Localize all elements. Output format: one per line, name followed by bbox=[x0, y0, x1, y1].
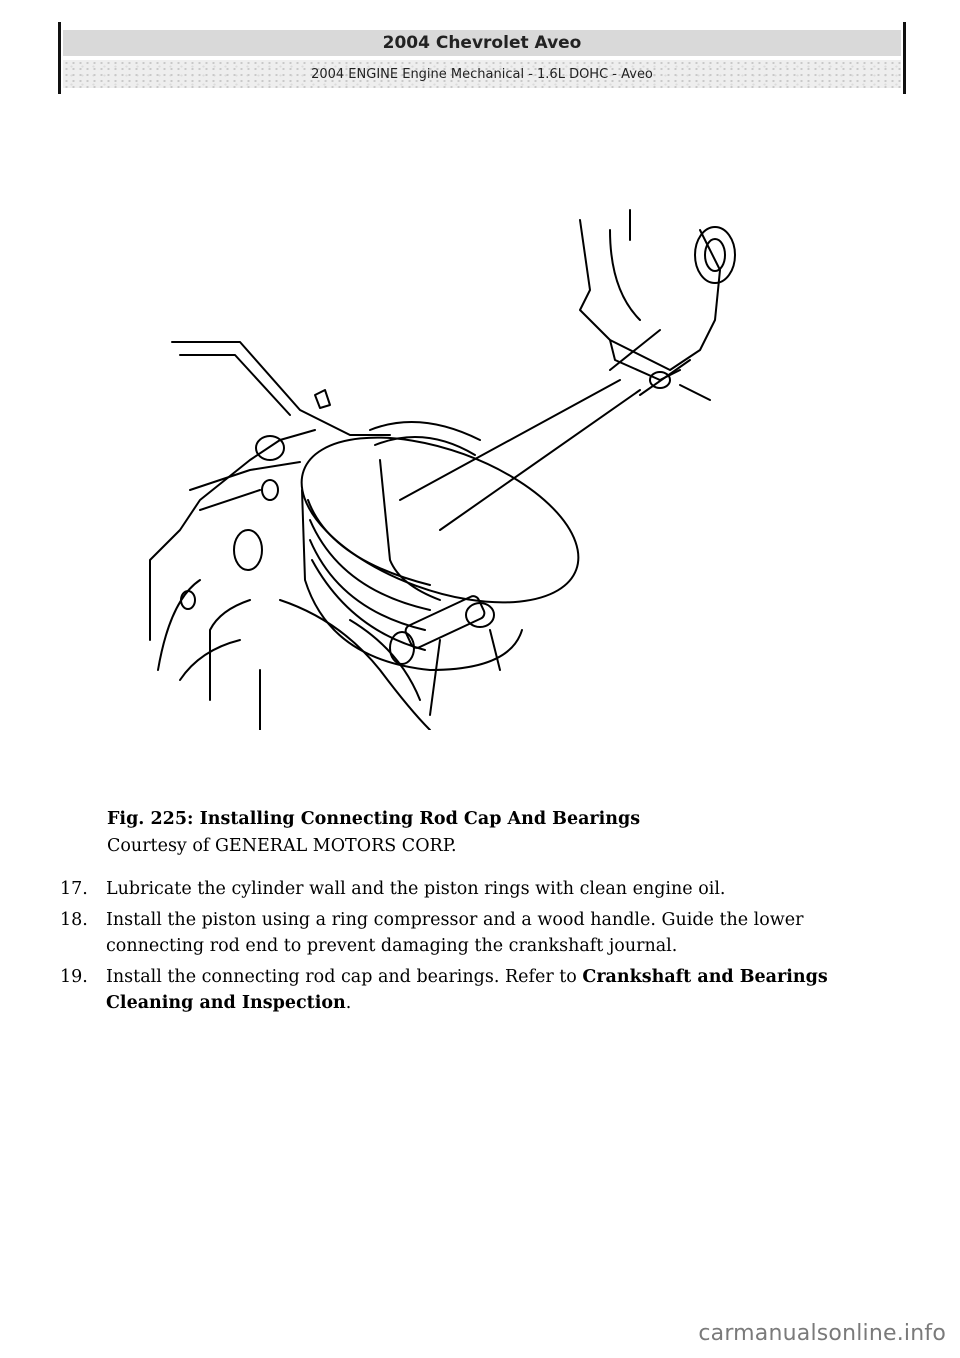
header-title: 2004 Chevrolet Aveo bbox=[63, 30, 901, 56]
cross-reference-link[interactable]: Crankshaft and Bearings Cleaning and Inspection bbox=[106, 967, 828, 1013]
page-header bbox=[58, 22, 906, 94]
step-number: 19. bbox=[60, 967, 88, 987]
figure-credit: Courtesy of GENERAL MOTORS CORP. bbox=[107, 836, 457, 856]
step-text-before: Install the connecting rod cap and bearings. Refer to bbox=[106, 967, 583, 987]
figure-caption bbox=[107, 806, 807, 860]
step-text-after: . bbox=[345, 993, 352, 1013]
step-19 bbox=[60, 964, 860, 1016]
procedure-steps bbox=[60, 876, 860, 1021]
watermark: carmanualsonline.info bbox=[698, 1321, 946, 1346]
step-18 bbox=[60, 907, 860, 959]
header-border-left bbox=[58, 22, 61, 94]
connecting-rod-illustration bbox=[140, 200, 740, 730]
header-border-right bbox=[903, 22, 906, 94]
step-number: 17. bbox=[60, 879, 88, 899]
step-text: Lubricate the cylinder wall and the piston rings with clean engine oil. bbox=[106, 879, 726, 899]
step-text: Install the piston using a ring compressor and a wood handle. Guide the lower connecting rod end to prevent damaging the crankshaft journal. bbox=[106, 910, 804, 956]
figure-title: Fig. 225: Installing Connecting Rod Cap And Bearings bbox=[107, 809, 641, 829]
step-17 bbox=[60, 876, 860, 902]
step-number: 18. bbox=[60, 910, 88, 930]
header-subtitle: 2004 ENGINE Engine Mechanical - 1.6L DOHC - Aveo bbox=[63, 60, 901, 88]
step-text bbox=[106, 964, 836, 1016]
